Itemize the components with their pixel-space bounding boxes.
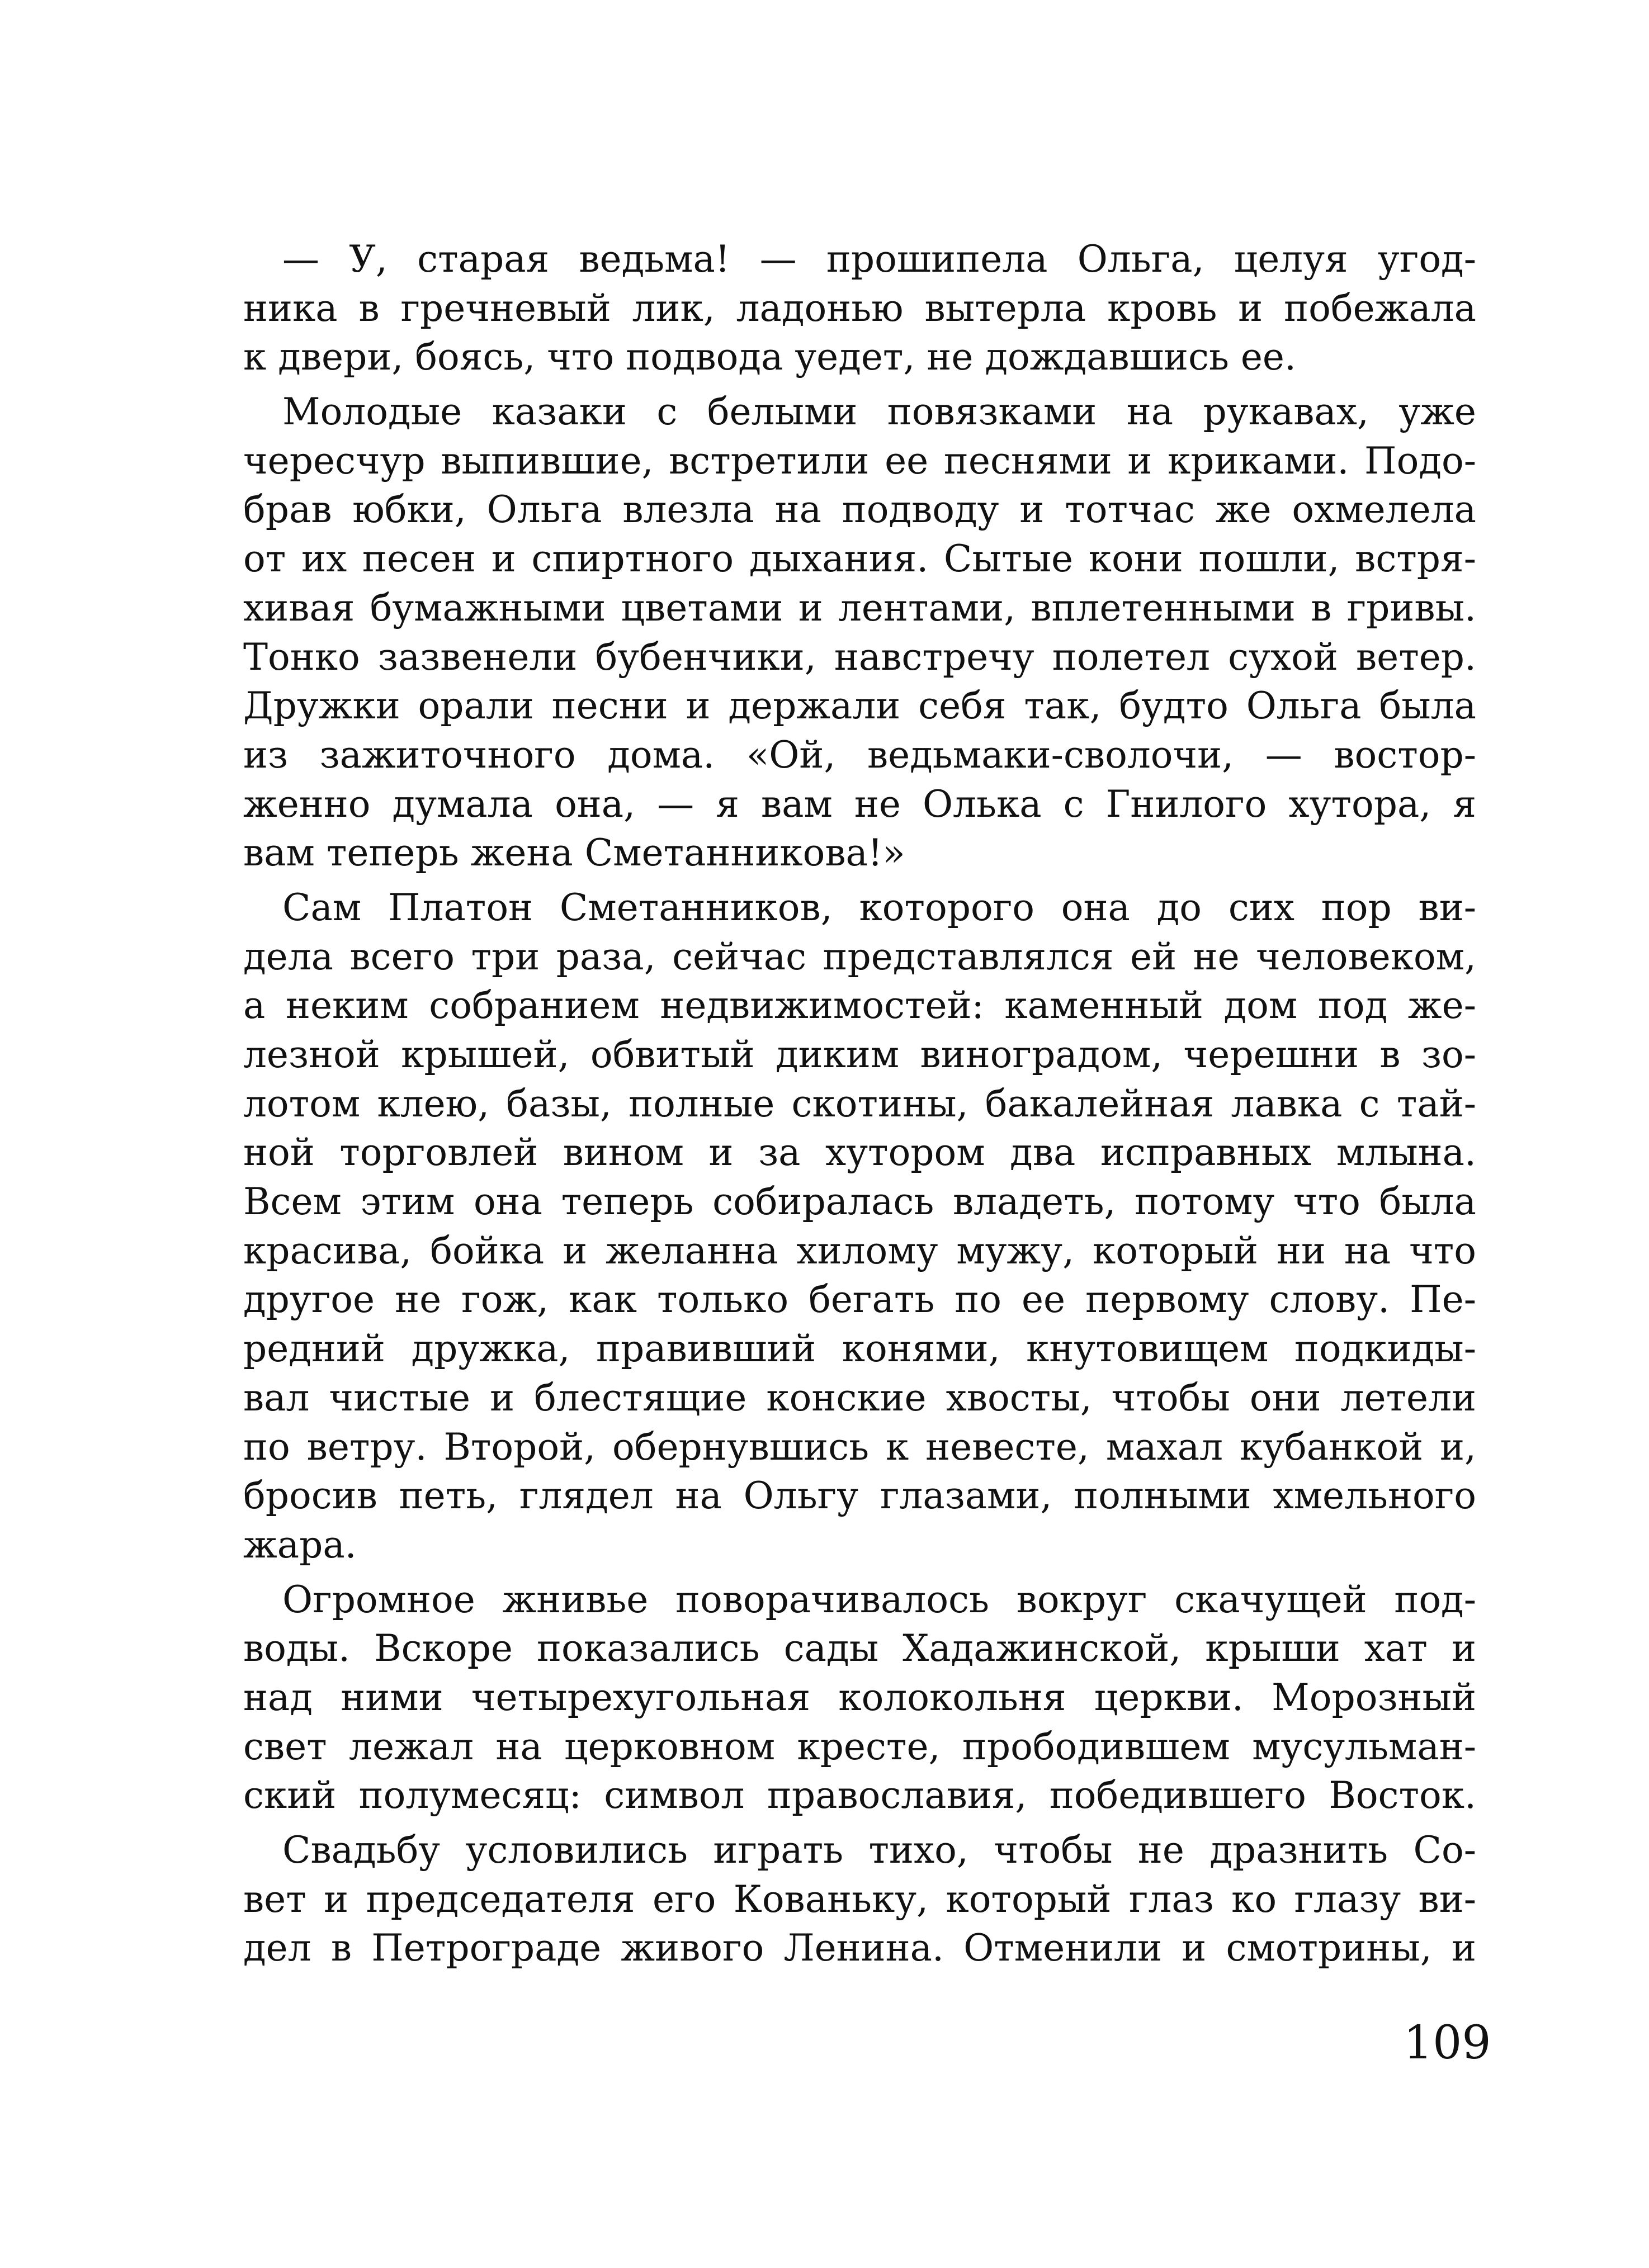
text-line: ника в гречневый лик, ладонью вытерла кровь и побежала [243,286,1476,330]
text-line: свет лежал на церковном кресте, прободившем мусульман- [243,1725,1476,1768]
text-line: вал чистые и блестящие конские хвосты, чтобы они летели [243,1376,1476,1419]
text-line: а неким собранием недвижимостей: каменный дом под же- [243,984,1476,1028]
text-line: дела всего три раза, сейчас представлялся ей не человеком, [243,935,1476,978]
text-line: ной торговлей вином и за хутором два исправных млына. [243,1131,1476,1175]
text-line: Молодые казаки с белыми повязками на рукавах, уже [282,390,1476,434]
text-line: от их песен и спиртного дыхания. Сытые кони пошли, встря- [243,537,1476,581]
text-line: редний дружка, правивший конями, кнутовищем подкиды- [243,1327,1476,1371]
text-line: красива, бойка и желанна хилому мужу, который ни на что [243,1229,1476,1272]
text-line: Свадьбу условились играть тихо, чтобы не дразнить Со- [282,1829,1476,1872]
text-line: хивая бумажными цветами и лентами, вплетенными в гривы. [243,586,1476,629]
text-line: Огромное жнивье поворачивалось вокруг скачущей под- [282,1578,1476,1621]
text-line: дел в Петрограде живого Ленина. Отменили и смотрины, и [243,1926,1476,1970]
text-line: воды. Вскоре показались сады Хадажинской, крыши хат и [243,1627,1476,1670]
text-line: лезной крышей, обвитый диким виноградом, черешни в зо- [243,1033,1476,1076]
text-line: по ветру. Второй, обернувшись к невесте, махал кубанкой и, [243,1425,1476,1469]
text-line: бросив петь, глядел на Ольгу глазами, полными хмельного [243,1474,1476,1518]
text-line: ский полумесяц: символ православия, победившего Восток. [243,1774,1476,1817]
text-line: другое не гож, как только бегать по ее первому слову. Пе- [243,1278,1476,1322]
text-line: чересчур выпившие, встретили ее песнями и криками. Подо- [243,439,1476,482]
text-line: брав юбки, Ольга влезла на подводу и тотчас же охмелела [243,488,1476,532]
body-text [243,235,1476,1973]
text-line: к двери, боясь, что подвода уедет, не дождавшись ее. [243,335,1296,379]
text-line: лотом клею, базы, полные скотины, бакалейная лавка с тай- [243,1082,1476,1125]
text-line: вет и председателя его Кованьку, который глаз ко глазу ви- [243,1877,1476,1921]
text-line: Дружки орали песни и держали себя так, будто Ольга была [243,684,1476,728]
text-line: — У, старая ведьма! — прошипела Ольга, целуя угод- [282,238,1476,281]
text-line: Сам Платон Сметанников, которого она до сих пор ви- [282,886,1476,929]
text-line: из зажиточного дома. «Ой, ведьмаки-сволочи, — востор- [243,733,1476,776]
text-line: Тонко зазвенели бубенчики, навстречу полетел сухой ветер. [243,635,1476,679]
page-number: 109 [1404,2016,1491,2070]
text-line: над ними четырехугольная колокольня церкви. Морозный [243,1675,1476,1719]
text-line: женно думала она, — я вам не Олька с Гнилого хутора, я [243,782,1476,826]
text-line: жара. [243,1523,357,1566]
text-line: Всем этим она теперь собиралась владеть, потому что была [243,1180,1476,1224]
text-line: вам теперь жена Сметанникова!» [243,831,905,875]
